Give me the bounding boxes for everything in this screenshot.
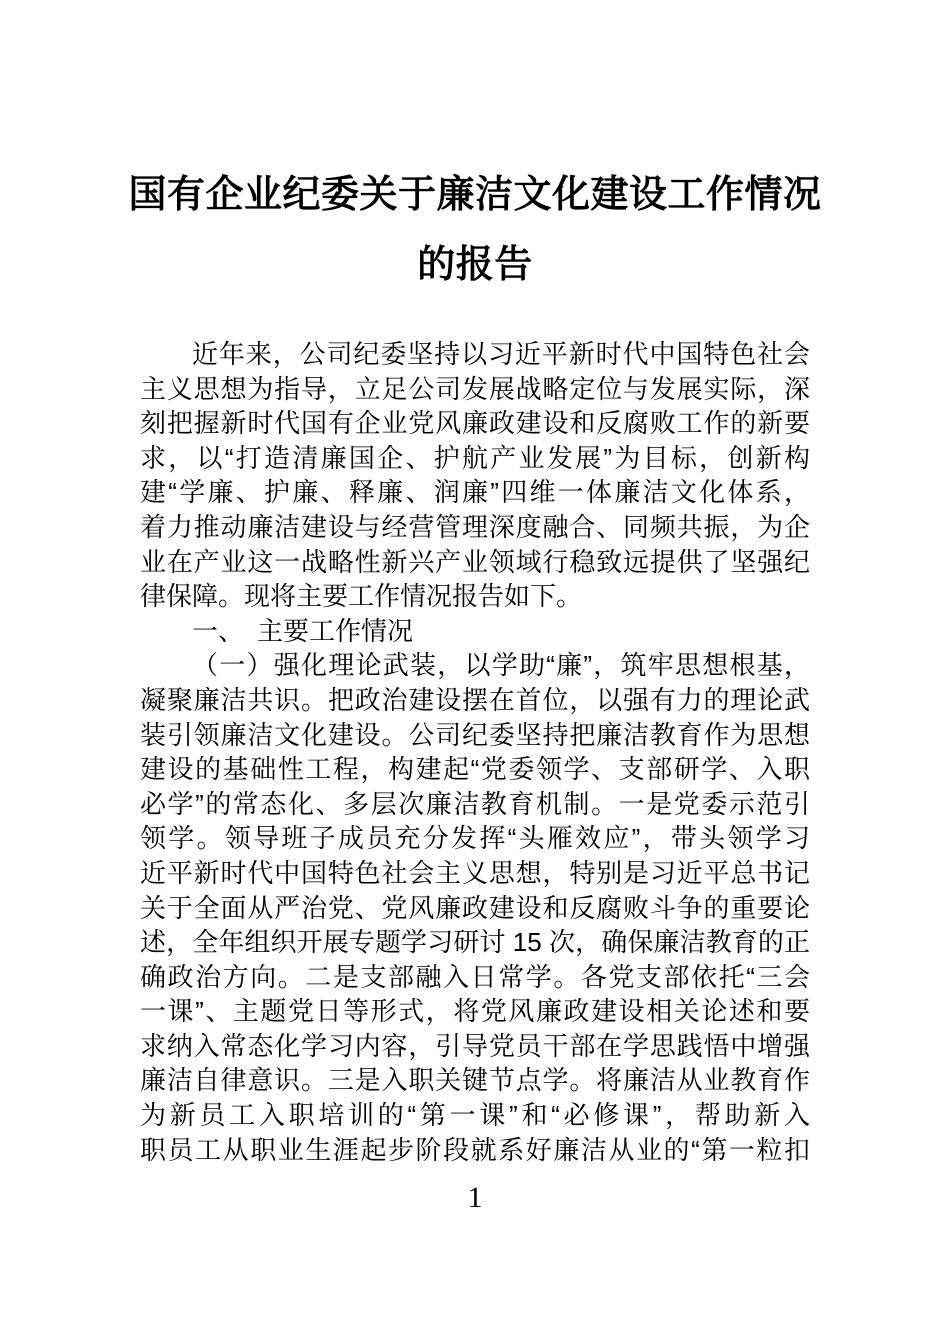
- body-line: 着力推动廉洁建设与经营管理深度融合、同频共振，为企: [140, 511, 810, 542]
- body-line: 装引领廉洁文化建设。公司纪委坚持把廉洁教育作为思想: [140, 719, 810, 750]
- page-footer: [0, 1180, 950, 1216]
- body-line: 一课”、主题党日等形式，将党风廉政建设相关论述和要: [140, 996, 810, 1027]
- body-line: 近平新时代中国特色社会主义思想，特别是习近平总书记: [140, 857, 810, 888]
- body-line: 领学。领导班子成员充分发挥“头雁效应”，带头领学习: [140, 823, 810, 854]
- body-line: 职员工从职业生涯起步阶段就系好廉洁从业的“第一粒扣: [140, 1134, 810, 1165]
- body-line: 建“学廉、护廉、释廉、润廉”四维一体廉洁文化体系，: [140, 477, 810, 508]
- body-line: 律保障。现将主要工作情况报告如下。: [140, 581, 583, 612]
- body-line: 必学”的常态化、多层次廉洁教育机制。一是党委示范引: [140, 788, 810, 819]
- body-line: 建设的基础性工程，构建起“党委领学、支部研学、入职: [140, 754, 810, 785]
- document-title: [0, 160, 950, 300]
- section-heading: 一、 主要工作情况: [192, 615, 414, 646]
- body-line: 确政治方向。二是支部融入日常学。各党支部依托“三会: [140, 961, 810, 992]
- body-line: 近年来，公司纪委坚持以习近平新时代中国特色社会: [192, 339, 810, 369]
- body-line: 业在产业这一战略性新兴产业领域行稳致远提供了坚强纪: [140, 546, 810, 577]
- title-line-1: 国有企业纪委关于廉洁文化建设工作情况: [128, 174, 822, 216]
- body-line: 刻把握新时代国有企业党风廉政建设和反腐败工作的新要: [140, 408, 810, 439]
- body-line: （一）强化理论武装，以学助“廉”，筑牢思想根基，: [192, 650, 810, 681]
- body-line: 廉洁自律意识。三是入职关键节点学。将廉洁从业教育作: [140, 1065, 810, 1096]
- body-line: 主义思想为指导，立足公司发展战略定位与发展实际，深: [140, 373, 810, 404]
- body-line: 求纳入常态化学习内容，引导党员干部在学思践悟中增强: [140, 1030, 810, 1061]
- title-line-2: 的报告: [417, 244, 533, 286]
- body-line: 述，全年组织开展专题学习研讨 15 次，确保廉洁教育的正: [140, 927, 810, 958]
- body-line: 凝聚廉洁共识。把政治建设摆在首位，以强有力的理论武: [140, 684, 810, 715]
- body-line: 关于全面从严治党、党风廉政建设和反腐败斗争的重要论: [140, 892, 810, 923]
- page-number: 1: [467, 1181, 483, 1214]
- body-line: 求，以“打造清廉国企、护航产业发展”为目标，创新构: [140, 442, 810, 473]
- body-line: 为新员工入职培训的“第一课”和“必修课”，帮助新入: [140, 1100, 810, 1131]
- document-body: [140, 337, 810, 1167]
